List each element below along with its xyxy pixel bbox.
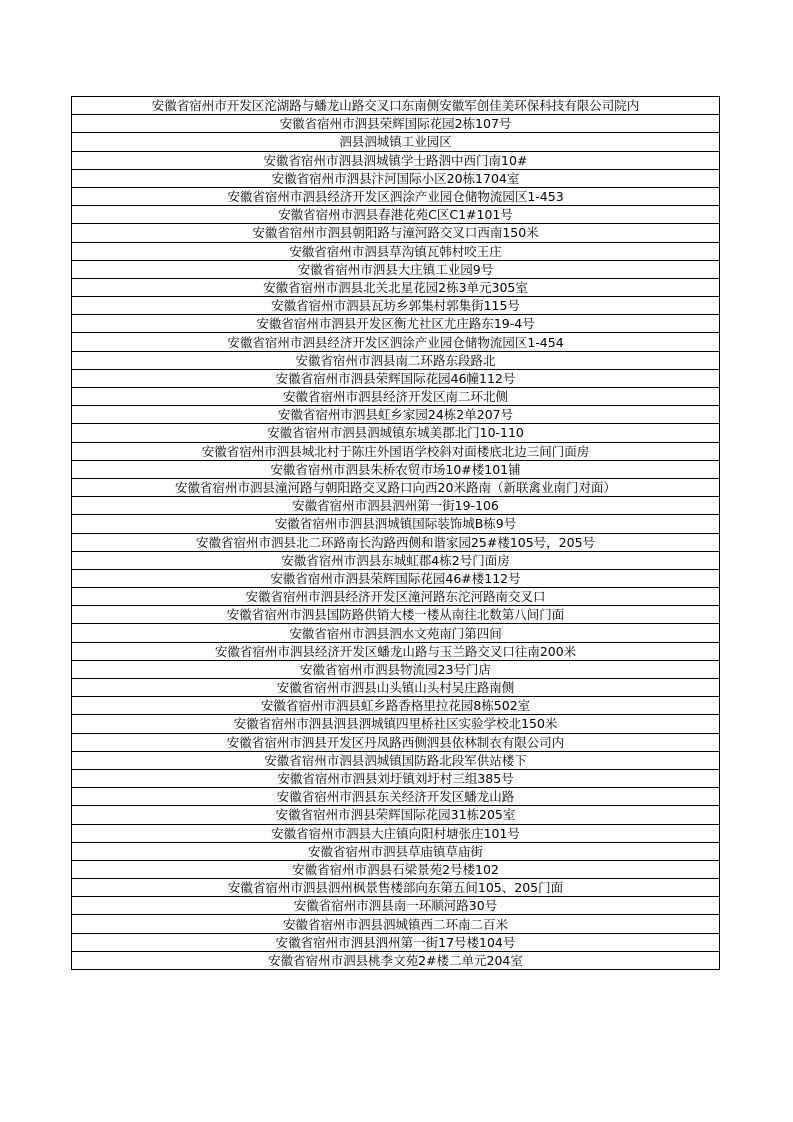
table-row <box>72 206 720 224</box>
address-cell: 安徽省宿州市泗县泗州第一街17号楼104号 <box>72 933 720 951</box>
table-row <box>72 297 720 315</box>
address-cell: 安徽省宿州市泗县东关经济开发区蟠龙山路 <box>72 788 720 806</box>
table-row <box>72 624 720 642</box>
table-row <box>72 769 720 787</box>
table-row <box>72 242 720 260</box>
table-row <box>72 733 720 751</box>
table-row <box>72 788 720 806</box>
address-cell: 泗县泗城镇工业园区 <box>72 133 720 151</box>
table-row <box>72 951 720 969</box>
address-cell: 安徽省宿州市泗县荣辉国际花园46#楼112号 <box>72 569 720 587</box>
address-cell: 安徽省宿州市泗县草沟镇瓦韩村咬王庄 <box>72 242 720 260</box>
address-cell: 安徽省宿州市泗县城北村于陈庄外国语学校斜对面楼底北边三间门面房 <box>72 442 720 460</box>
table-row <box>72 697 720 715</box>
address-cell: 安徽省宿州市泗县泗州第一街19-106 <box>72 497 720 515</box>
address-table-body <box>72 97 720 970</box>
table-row <box>72 133 720 151</box>
address-cell: 安徽省宿州市泗县荣辉国际花园46幢112号 <box>72 369 720 387</box>
address-cell: 安徽省宿州市泗县泗城镇东城美郡北门10-110 <box>72 424 720 442</box>
address-cell: 安徽省宿州市泗县北二环路南长沟路西侧和谐家园25#楼105号，205号 <box>72 533 720 551</box>
table-row <box>72 187 720 205</box>
table-row <box>72 588 720 606</box>
address-cell: 安徽省宿州市泗县经济开发区南二环北侧 <box>72 388 720 406</box>
table-row <box>72 842 720 860</box>
address-cell: 安徽省宿州市泗县经济开发区蟠龙山路与玉兰路交叉口往南200米 <box>72 642 720 660</box>
address-cell: 安徽省宿州市泗县经济开发区泗涂产业园仓储物流园区1-454 <box>72 333 720 351</box>
table-row <box>72 478 720 496</box>
address-cell: 安徽省宿州市泗县物流园23号门店 <box>72 660 720 678</box>
address-cell: 安徽省宿州市泗县国防路供销大楼一楼从南往北数第八间门面 <box>72 606 720 624</box>
table-row <box>72 169 720 187</box>
table-row <box>72 897 720 915</box>
table-row <box>72 679 720 697</box>
table-row <box>72 278 720 296</box>
address-cell: 安徽省宿州市泗县虹乡家园24栋2单207号 <box>72 406 720 424</box>
table-row <box>72 369 720 387</box>
address-cell: 安徽省宿州市泗县泗城镇西二环南二百米 <box>72 915 720 933</box>
table-row <box>72 569 720 587</box>
table-row <box>72 351 720 369</box>
table-row <box>72 333 720 351</box>
table-row <box>72 551 720 569</box>
address-cell: 安徽省宿州市泗县泗县泗城镇四里桥社区实验学校北150米 <box>72 715 720 733</box>
table-row <box>72 515 720 533</box>
address-cell: 安徽省宿州市泗县南一环顺河路30号 <box>72 897 720 915</box>
address-cell: 安徽省宿州市泗县春港花苑C区C1#101号 <box>72 206 720 224</box>
table-row <box>72 660 720 678</box>
table-row <box>72 260 720 278</box>
address-cell: 安徽省宿州市泗县泗城镇国际装饰城B栋9号 <box>72 515 720 533</box>
table-row <box>72 406 720 424</box>
address-cell: 安徽省宿州市泗县北关北星花园2栋3单元305室 <box>72 278 720 296</box>
address-cell: 安徽省宿州市泗县草庙镇草庙街 <box>72 842 720 860</box>
address-cell: 安徽省宿州市泗县南二环路东段路北 <box>72 351 720 369</box>
address-cell: 安徽省宿州市泗县朱桥农贸市场10#楼101铺 <box>72 460 720 478</box>
table-row <box>72 224 720 242</box>
address-cell: 安徽省宿州市泗县经济开发区泗涂产业园仓储物流园区1-453 <box>72 187 720 205</box>
address-cell: 安徽省宿州市泗县泗城镇国防路北段军供站楼下 <box>72 751 720 769</box>
address-cell: 安徽省宿州市泗县泗城镇学士路泗中西门南10# <box>72 151 720 169</box>
address-table <box>71 96 720 970</box>
table-row <box>72 533 720 551</box>
table-row <box>72 460 720 478</box>
table-row <box>72 97 720 115</box>
table-row <box>72 751 720 769</box>
address-cell: 安徽省宿州市泗县朝阳路与潼河路交叉口西南150米 <box>72 224 720 242</box>
address-cell: 安徽省宿州市泗县桃李文苑2#楼二单元204室 <box>72 951 720 969</box>
table-row <box>72 642 720 660</box>
address-cell: 安徽省宿州市泗县大庄镇向阳村塘张庄101号 <box>72 824 720 842</box>
address-cell: 安徽省宿州市泗县荣辉国际花园31栋205室 <box>72 806 720 824</box>
table-row <box>72 388 720 406</box>
table-row <box>72 151 720 169</box>
address-cell: 安徽省宿州市泗县开发区丹凤路西侧泗县依林制衣有限公司内 <box>72 733 720 751</box>
table-row <box>72 879 720 897</box>
address-cell: 安徽省宿州市泗县汴河国际小区20栋1704室 <box>72 169 720 187</box>
table-row <box>72 497 720 515</box>
address-cell: 安徽省宿州市开发区沱湖路与蟠龙山路交叉口东南侧安徽军创佳美环保科技有限公司院内 <box>72 97 720 115</box>
table-row <box>72 824 720 842</box>
table-row <box>72 933 720 951</box>
table-row <box>72 606 720 624</box>
address-cell: 安徽省宿州市泗县潼河路与朝阳路交叉路口向西20米路南（新联禽业南门对面） <box>72 478 720 496</box>
address-cell: 安徽省宿州市泗县泗州枫景售楼部向东第五间105、205门面 <box>72 879 720 897</box>
address-cell: 安徽省宿州市泗县刘圩镇刘圩村三组385号 <box>72 769 720 787</box>
address-cell: 安徽省宿州市泗县山头镇山头村吴庄路南侧 <box>72 679 720 697</box>
address-cell: 安徽省宿州市泗县东城虹郡4栋2号门面房 <box>72 551 720 569</box>
address-cell: 安徽省宿州市泗县开发区衡尤社区尤庄路东19-4号 <box>72 315 720 333</box>
address-cell: 安徽省宿州市泗县荣辉国际花园2栋107号 <box>72 115 720 133</box>
table-row <box>72 806 720 824</box>
table-row <box>72 715 720 733</box>
address-cell: 安徽省宿州市泗县瓦坊乡郭集村郭集街115号 <box>72 297 720 315</box>
table-row <box>72 442 720 460</box>
address-cell: 安徽省宿州市泗县经济开发区潼河路东沱河路南交叉口 <box>72 588 720 606</box>
table-row <box>72 860 720 878</box>
table-row <box>72 915 720 933</box>
table-row <box>72 315 720 333</box>
address-cell: 安徽省宿州市泗县大庄镇工业园9号 <box>72 260 720 278</box>
address-cell: 安徽省宿州市泗县泗水文苑南门第四间 <box>72 624 720 642</box>
table-row <box>72 115 720 133</box>
address-cell: 安徽省宿州市泗县石梁景苑2号楼102 <box>72 860 720 878</box>
address-cell: 安徽省宿州市泗县虹乡路香格里拉花园8栋502室 <box>72 697 720 715</box>
table-row <box>72 424 720 442</box>
